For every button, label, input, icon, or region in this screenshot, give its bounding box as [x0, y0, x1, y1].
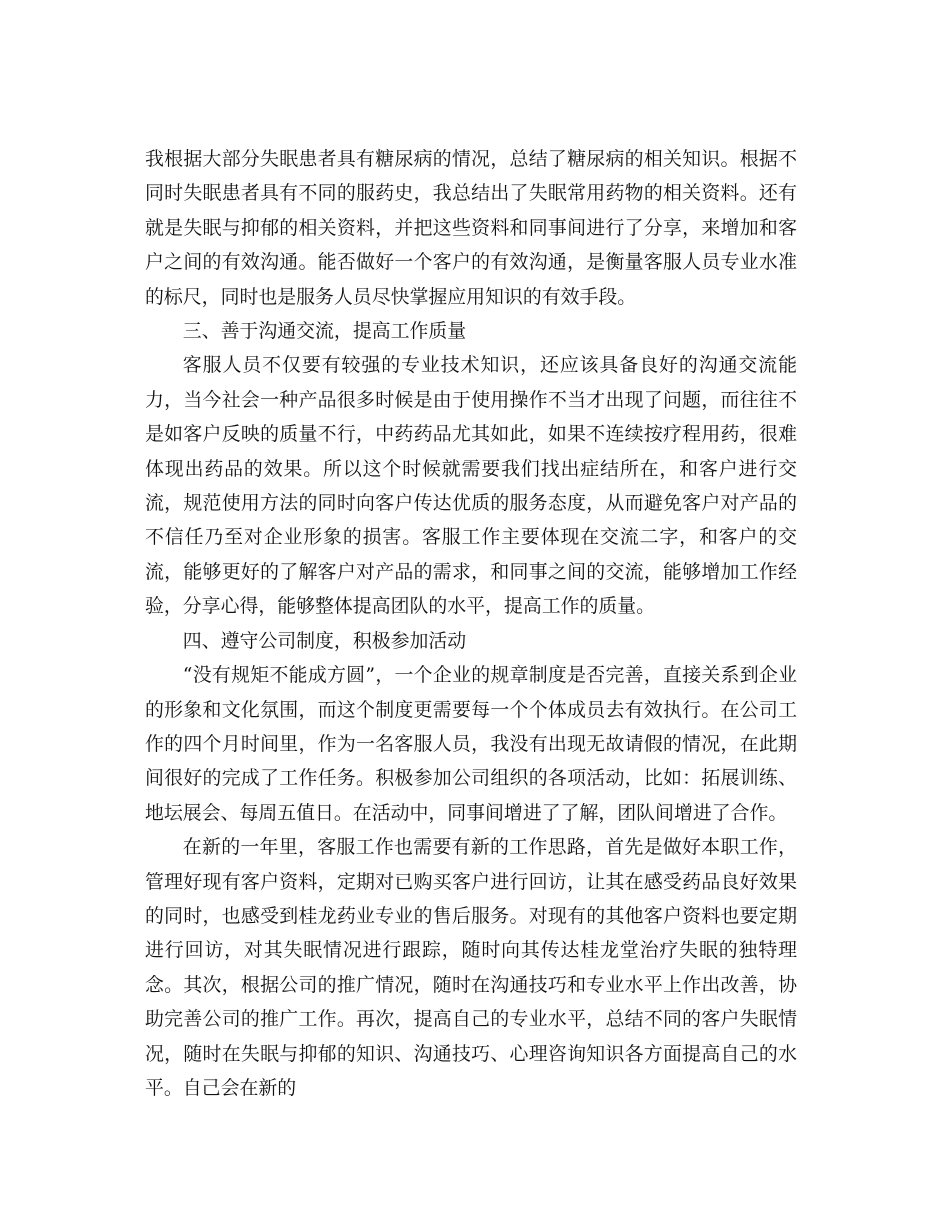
paragraph-company-rules: “没有规矩不能成方圆”，一个企业的规章制度是否完善，直接关系到企业的形象和文化氛围，而这个制度更需要每一个个体成员去有效执行。在公司工作的四个月时间里，作为一名客服人员，我没有出现无故请假的情况，在此期间很好的完成了工作任务。积极参加公司组织的各项活动，比如：拓展训练、地坛展会、每周五值日。在活动中，同事间增进了了解，团队间增进了合作。: [145, 664, 797, 824]
paragraph-new-year-plan: 在新的一年里，客服工作也需要有新的工作思路，首先是做好本职工作，管理好现有客户资料，定期对已购买客户进行回访，让其在感受药品良好效果的同时，也感受到桂龙药业专业的售后服务。对现有的其他客户资料也要定期进行回访，对其失眠情况进行跟踪，随时向其传达桂龙堂治疗失眠的独特理念。其次，根据公司的推广情况，随时在沟通技巧和专业水平上作出改善，协助完善公司的推广工作。再次，提高自己的专业水平，总结不同的客户失眠情况，随时在失眠与抑郁的知识、沟通技巧、心理咨询知识各方面提高自己的水平。自己会在新的: [145, 836, 797, 1099]
paragraph-communication: 客服人员不仅要有较强的专业技术知识，还应该具备良好的沟通交流能力，当今社会一种产品很多时候是由于使用操作不当才出现了问题，而往往不是如客户反映的质量不行，中药药品尤其如此，如果不连续按疗程用药，很难体现出药品的效果。所以这个时候就需要我们找出症结所在，和客户进行交流，规范使用方法的同时向客户传达优质的服务态度，从而避免客户对产品的不信任乃至对企业形象的损害。客服工作主要体现在交流二字，和客户的交流，能够更好的了解客户对产品的需求，和同事之间的交流，能够增加工作经验，分享心得，能够整体提高团队的水平，提高工作的质量。: [145, 354, 797, 618]
section-heading-four: 四、遵守公司制度，积极参加活动: [182, 629, 467, 652]
paragraph-intro: 我根据大部分失眠患者具有糖尿病的情况，总结了糖尿病的相关知识。根据不同时失眠患者具有不同的服药史，我总结出了失眠常用药物的相关资料。还有就是失眠与抑郁的相关资料，并把这些资料和同事间进行了分享，来增加和客户之间的有效沟通。能否做好一个客户的有效沟通，是衡量客服人员专业水准的标尺，同时也是服务人员尽快掌握应用知识的有效手段。: [145, 148, 797, 308]
document-page: [145, 142, 797, 1105]
section-heading-three: 三、善于沟通交流，提高工作质量: [182, 320, 467, 343]
